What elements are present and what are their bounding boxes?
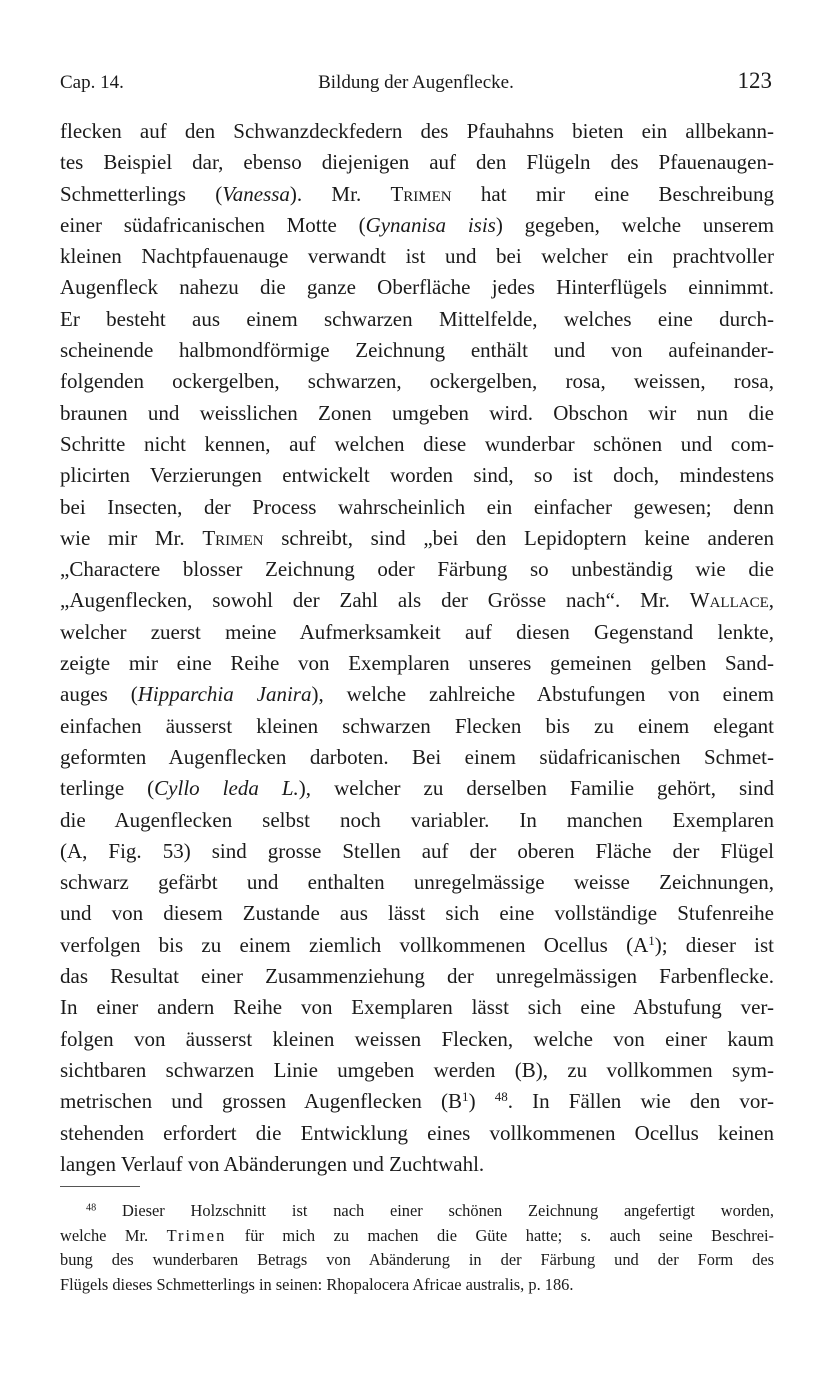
body-line — [60, 961, 774, 992]
text-run: Schmetterlings ( — [60, 181, 223, 206]
text-run: , — [768, 588, 774, 613]
text-run: bung des wunderbaren Betrags von Abänderung in der Färbung und der Form des — [60, 1250, 774, 1269]
body-line — [60, 304, 774, 335]
text-run: metrischen und grossen Augenflecken (B — [60, 1089, 463, 1114]
author-name: Trimen — [166, 1225, 227, 1245]
body-line — [60, 648, 774, 679]
body-line — [60, 241, 774, 272]
text-run: schreibt, sind „bei den Lepidoptern keine anderen — [263, 525, 774, 550]
italic-term: Hipparchia Janira — [137, 682, 312, 707]
text-run: . In Fällen wie den vor- — [507, 1089, 774, 1114]
text-run: Flügels dieses Schmetterlings in seinen: Rhopalocera Africae australis, p. 186. — [60, 1274, 574, 1294]
text-run: tes Beispiel dar, ebenso diejenigen auf den Flügeln des Pfauenaugen- — [60, 150, 774, 175]
body-line — [60, 179, 774, 210]
page-number: 123 — [737, 68, 772, 93]
text-run: Dieser Holzschnitt ist nach einer schönen Zeichnung angefertigt worden, — [96, 1201, 774, 1220]
text-run: zeigte mir eine Reihe von Exemplaren unseres gemeinen gelben Sand- — [60, 651, 774, 676]
text-run: plicirten Verzierungen entwickelt worden sind, so ist doch, mindestens — [60, 463, 774, 488]
text-run: langen Verlauf von Abänderungen und Zuchtwahl. — [60, 1151, 485, 1176]
text-run: einer südafricanischen Motte ( — [60, 212, 366, 237]
text-run: scheinende halbmondförmige Zeichnung enthält und von aufeinander- — [60, 338, 774, 363]
body-line — [60, 1086, 774, 1117]
body-line — [60, 836, 774, 867]
body-line — [60, 210, 774, 241]
text-run: ), welche zahlreiche Abstufungen von einem — [311, 682, 774, 707]
text-run: auges ( — [60, 682, 138, 707]
body-line — [60, 366, 774, 397]
footnote-line — [60, 1199, 774, 1224]
body-line — [60, 992, 774, 1023]
text-run: „Augenflecken, sowohl der Zahl als der Grösse nach“. Mr. — [60, 588, 690, 613]
text-run: ) gegeben, welche unserem — [495, 212, 774, 237]
text-run: flecken auf den Schwanzdeckfedern des Pfauhahns bieten ein allbekann- — [60, 119, 774, 143]
superscript: 1 — [648, 932, 655, 948]
superscript: 48 — [494, 1089, 508, 1105]
footnote-line — [60, 1224, 774, 1249]
text-run: bei Insecten, der Process wahrscheinlich ein einfacher gewesen; denn — [60, 494, 774, 519]
text-run: ); dieser ist — [654, 932, 775, 957]
body-line — [60, 742, 774, 773]
body-line — [60, 116, 774, 147]
author-name: Trimen — [390, 181, 452, 206]
text-run: für mich zu machen die Güte hatte; s. auch seine Beschrei- — [226, 1225, 774, 1245]
text-run: ) — [468, 1089, 495, 1114]
text-run: braunen und weisslichen Zonen umgeben wird. Obschon wir nun die — [60, 400, 774, 425]
body-line — [60, 147, 774, 178]
footnote-line — [60, 1273, 774, 1298]
superscript: 1 — [462, 1089, 469, 1105]
italic-term: Gynanisa isis — [365, 212, 496, 237]
footnote-rule — [60, 1186, 140, 1187]
text-run: und von diesem Zustande aus lässt sich eine vollständige Stufenreihe — [60, 901, 774, 926]
text-run: In einer andern Reihe von Exemplaren lässt sich eine Abstufung ver- — [60, 995, 774, 1020]
text-run: folgenden ockergelben, schwarzen, ockergelben, rosa, weissen, rosa, — [60, 369, 774, 394]
running-head — [60, 68, 772, 98]
text-run: das Resultat einer Zusammenziehung der unregelmässigen Farbenflecke. — [60, 964, 774, 989]
body-line — [60, 773, 774, 804]
text-run: geformten Augenflecken darboten. Bei einem südafricanischen Schmet- — [60, 744, 774, 769]
body-line — [60, 554, 774, 585]
body-text — [60, 116, 774, 1180]
italic-term: Vanessa — [222, 181, 290, 206]
body-line — [60, 679, 774, 710]
body-line — [60, 1055, 774, 1086]
body-line — [60, 460, 774, 491]
text-run: (A, Fig. 53) sind grosse Stellen auf der oberen Fläche der Flügel — [60, 838, 774, 863]
body-line — [60, 617, 774, 648]
text-run: stehenden erfordert die Entwicklung eines vollkommenen Ocellus keinen — [60, 1120, 774, 1145]
text-run: welche Mr. — [60, 1225, 167, 1245]
text-run: Er besteht aus einem schwarzen Mittelfelde, welches eine durch- — [60, 306, 774, 331]
body-line — [60, 711, 774, 742]
body-line — [60, 1024, 774, 1055]
text-run: kleinen Nachtpfauenauge verwandt ist und bei welcher ein prachtvoller — [60, 244, 774, 269]
author-name: Wallace — [689, 588, 769, 613]
body-line — [60, 585, 774, 616]
text-run: sichtbaren schwarzen Linie umgeben werden (B), zu vollkommen sym- — [60, 1057, 774, 1082]
text-run: Augenfleck nahezu die ganze Oberfläche jedes Hinterflügels einnimmt. — [60, 275, 774, 300]
body-line — [60, 335, 774, 366]
text-run: hat mir eine Beschreibung — [451, 181, 774, 206]
superscript: 48 — [86, 1202, 97, 1214]
body-line — [60, 1118, 774, 1149]
text-run: schwarz gefärbt und enthalten unregelmässige weisse Zeichnungen, — [60, 870, 774, 895]
text-run: Schritte nicht kennen, auf welchen diese wunderbar schönen und com- — [60, 431, 774, 456]
body-line — [60, 1149, 774, 1180]
text-run: verfolgen bis zu einem ziemlich vollkommenen Ocellus (A — [60, 932, 649, 957]
text-run: folgen von äusserst kleinen weissen Flecken, welche von einer kaum — [60, 1026, 774, 1051]
body-line — [60, 898, 774, 929]
author-name: Trimen — [202, 525, 264, 550]
text-run: welcher zuerst meine Aufmerksamkeit auf diesen Gegenstand lenkte, — [60, 619, 774, 644]
body-line — [60, 523, 774, 554]
body-line — [60, 930, 774, 961]
text-run: terlinge ( — [60, 776, 155, 801]
text-run: wie mir Mr. — [60, 525, 203, 550]
body-line — [60, 492, 774, 523]
italic-term: Cyllo leda L. — [154, 776, 299, 801]
body-line — [60, 429, 774, 460]
text-run: die Augenflecken selbst noch variabler. In manchen Exemplaren — [60, 807, 774, 832]
footnote — [60, 1199, 774, 1297]
body-line — [60, 805, 774, 836]
text-run: ), welcher zu derselben Familie gehört, sind — [298, 776, 774, 801]
body-line — [60, 867, 774, 898]
text-run: „Charactere blosser Zeichnung oder Färbung so unbeständig wie die — [60, 557, 774, 582]
running-title: Bildung der Augenflecke. — [318, 72, 514, 93]
body-line — [60, 398, 774, 429]
text-run: ). Mr. — [289, 181, 391, 206]
text-run: einfachen äusserst kleinen schwarzen Flecken bis zu einem elegant — [60, 713, 774, 738]
chapter-label: Cap. 14. — [60, 72, 124, 93]
body-line — [60, 272, 774, 303]
footnote-line — [60, 1248, 774, 1273]
